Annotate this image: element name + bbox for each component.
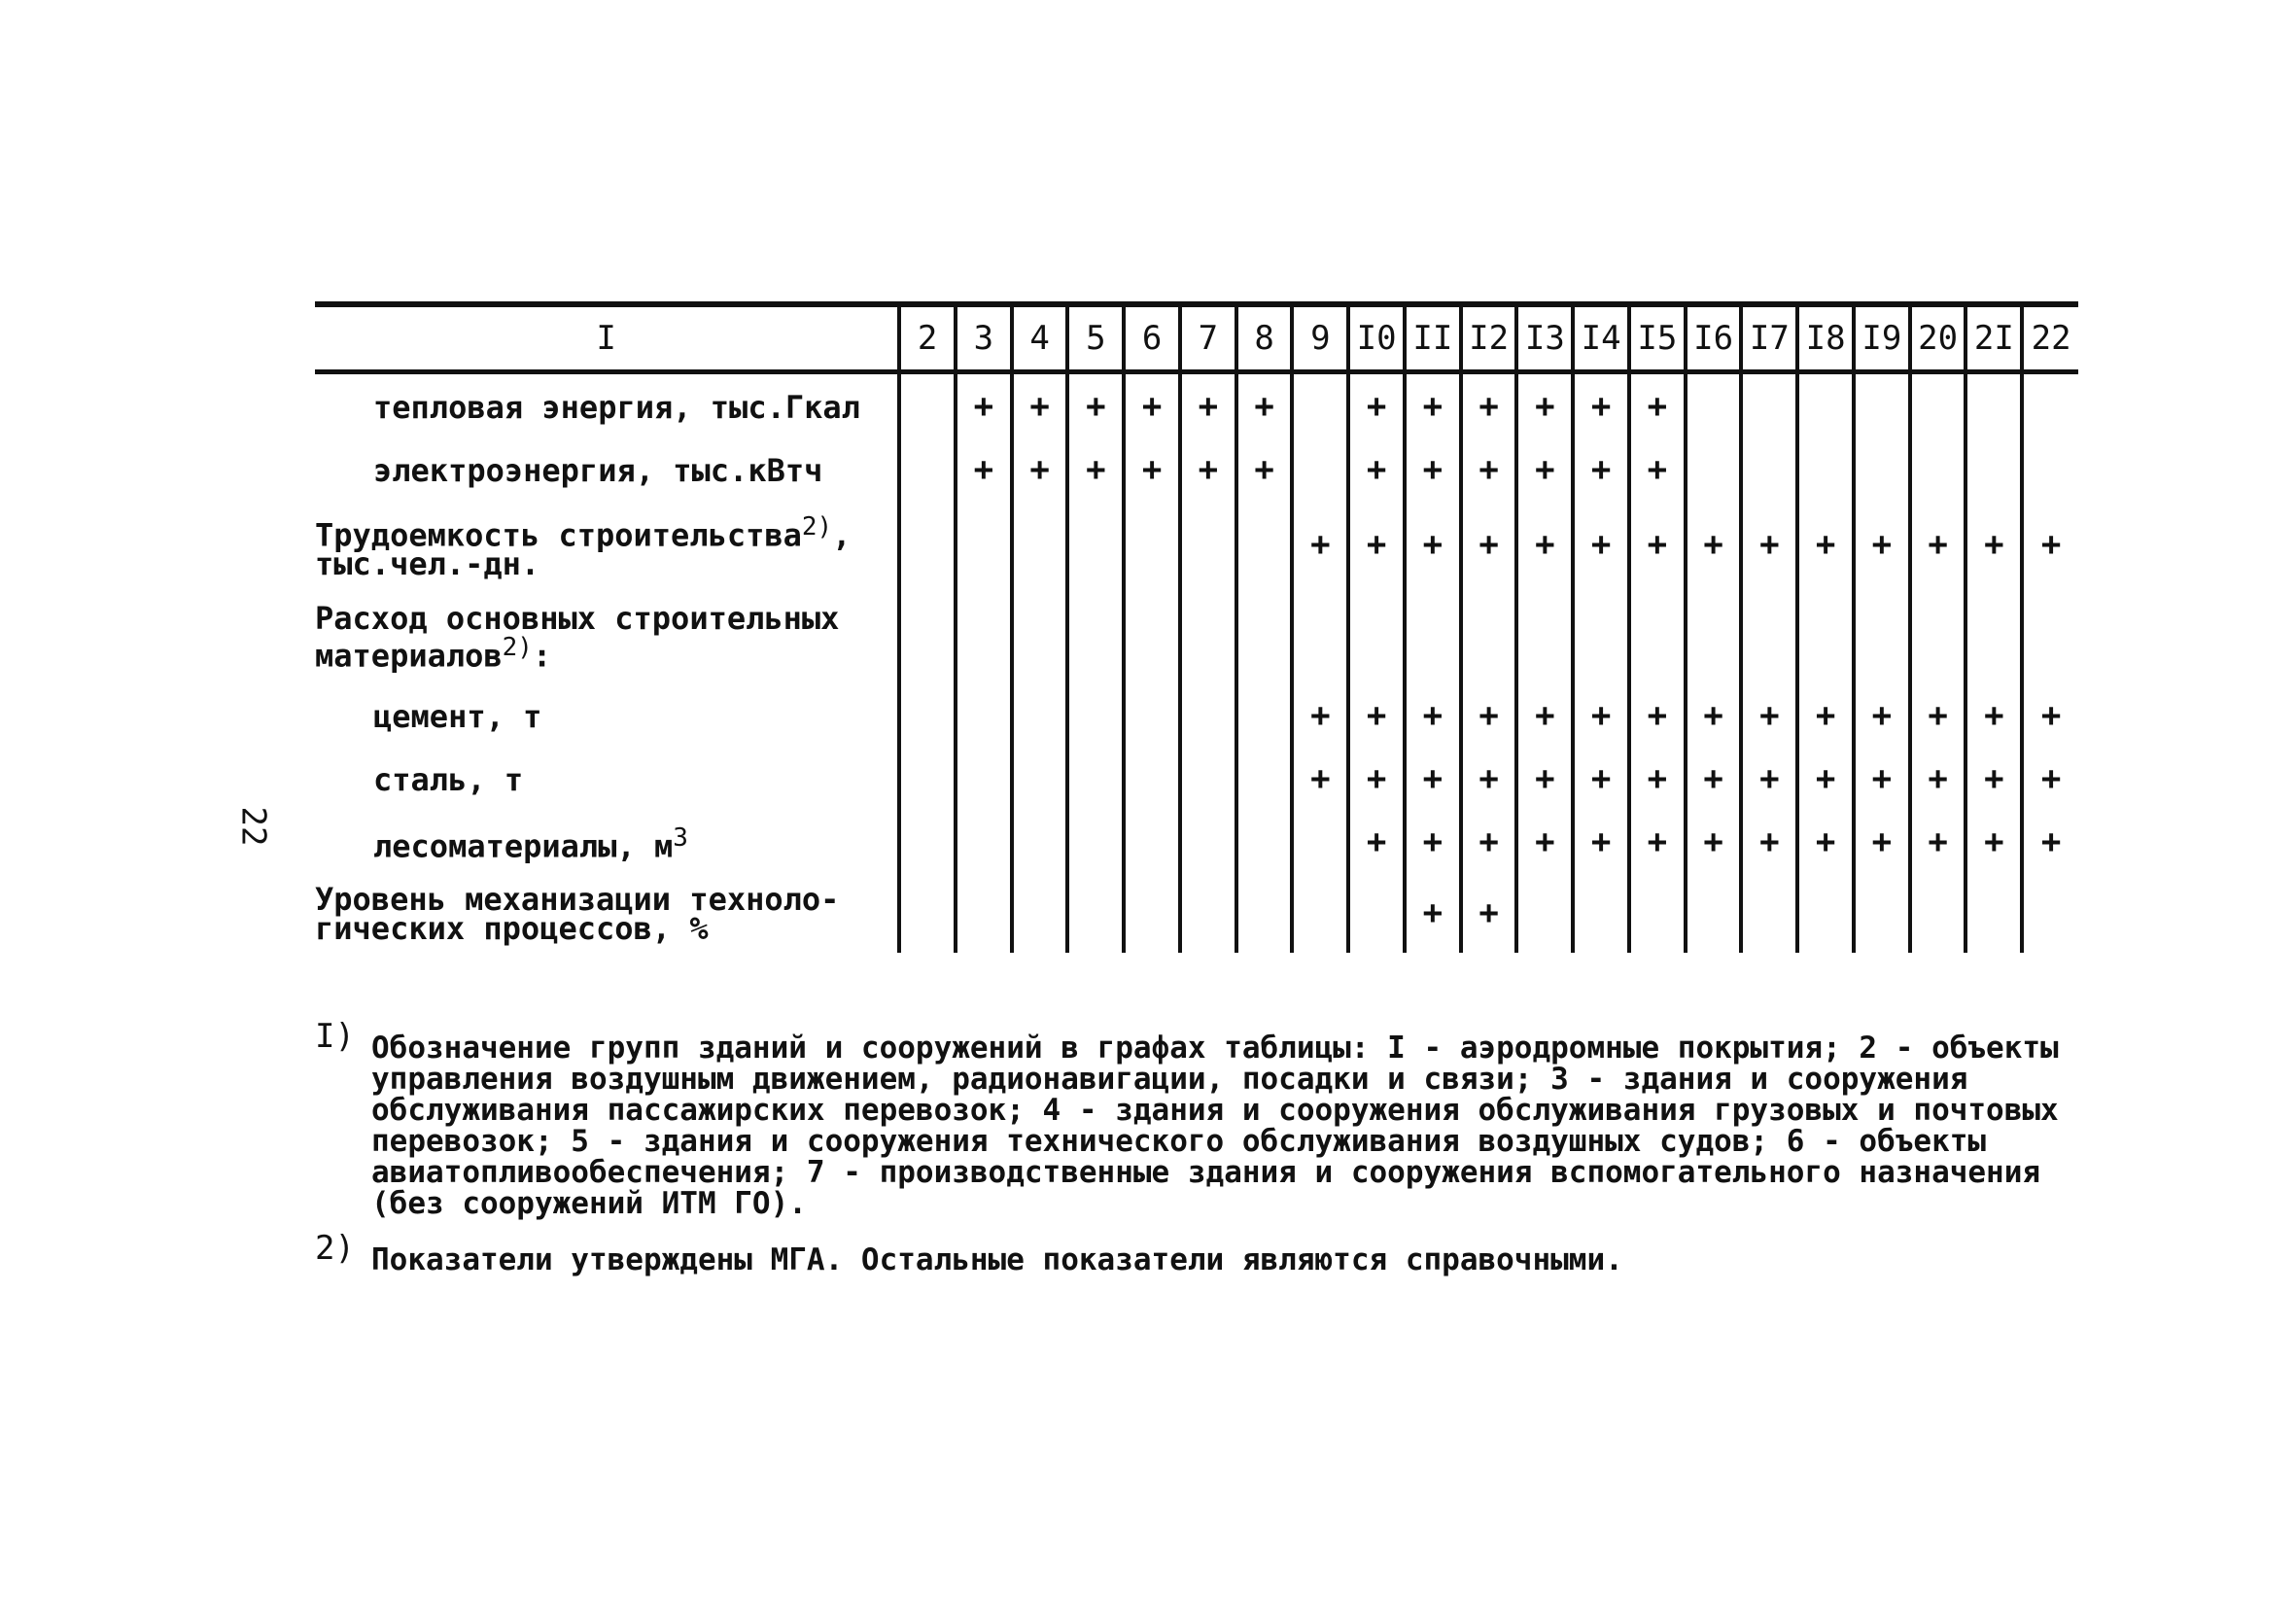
table-cell-group-19 — [1854, 588, 1910, 683]
table-cell-group-13: + — [1516, 683, 1573, 747]
footnote-1-mark: I) — [315, 1017, 355, 1056]
table-cell-group-22 — [2022, 588, 2078, 683]
table-cell-group-10: + — [1348, 437, 1405, 501]
header-cell-group-13: I3 — [1516, 304, 1573, 372]
row-label-footnote-ref: 2) — [502, 632, 533, 662]
table-cell-group-19 — [1854, 372, 1910, 438]
table-cell-group-4: + — [1012, 372, 1068, 438]
table-cell-group-8 — [1236, 873, 1293, 953]
table-cell-group-14 — [1573, 873, 1629, 953]
table-cell-group-20 — [1910, 588, 1966, 683]
page-number: 22 — [233, 806, 273, 847]
table-cell-group-11: + — [1405, 747, 1461, 810]
header-cell-group-9: 9 — [1292, 304, 1348, 372]
row-label-text: Трудоемкость строительства — [315, 516, 802, 554]
row-label-text: Расход основных строительных материалов — [315, 599, 840, 675]
table-cell-group-7: + — [1180, 437, 1236, 501]
row-label — [315, 372, 899, 438]
table-cell-group-21 — [1966, 372, 2022, 438]
row-label-text: тепловая энергия, тыс.Гкал — [373, 388, 860, 426]
header-cell-group-15: I5 — [1629, 304, 1686, 372]
table-cell-group-17: + — [1741, 747, 1797, 810]
indicators-table-wrapper — [315, 301, 2078, 953]
table-cell-group-5: + — [1067, 437, 1124, 501]
table-cell-group-20 — [1910, 372, 1966, 438]
table-cell-group-11: + — [1405, 372, 1461, 438]
table-cell-group-3 — [956, 683, 1012, 747]
table-cell-group-3: + — [956, 372, 1012, 438]
table-cell-group-14: + — [1573, 372, 1629, 438]
table-cell-group-19 — [1854, 873, 1910, 953]
table-cell-group-6: + — [1124, 437, 1180, 501]
table-cell-group-9 — [1292, 437, 1348, 501]
table-cell-group-4: + — [1012, 437, 1068, 501]
table-cell-group-7 — [1180, 501, 1236, 588]
table-cell-group-9: + — [1292, 747, 1348, 810]
table-cell-group-2 — [899, 588, 956, 683]
header-cell-group-4: 4 — [1012, 304, 1068, 372]
table-cell-group-12: + — [1461, 810, 1517, 873]
table-cell-group-19 — [1854, 437, 1910, 501]
table-cell-group-15: + — [1629, 372, 1686, 438]
table-cell-group-7 — [1180, 747, 1236, 810]
table-cell-group-20: + — [1910, 683, 1966, 747]
row-label — [315, 683, 899, 747]
row-label-tail: : — [532, 637, 552, 675]
table-cell-group-21: + — [1966, 747, 2022, 810]
header-cell-group-11: II — [1405, 304, 1461, 372]
table-cell-group-10: + — [1348, 372, 1405, 438]
header-cell-group-22: 22 — [2022, 304, 2078, 372]
table-cell-group-2 — [899, 810, 956, 873]
table-cell-group-6 — [1124, 683, 1180, 747]
header-cell-group-7: 7 — [1180, 304, 1236, 372]
table-cell-group-8: + — [1236, 372, 1293, 438]
row-label-text: цемент, т — [373, 697, 542, 735]
table-cell-group-16: + — [1686, 810, 1742, 873]
header-cell-group-10: I0 — [1348, 304, 1405, 372]
table-cell-group-6 — [1124, 588, 1180, 683]
row-label-footnote-ref: 2) — [801, 511, 833, 542]
table-row — [315, 501, 2078, 588]
table-cell-group-3 — [956, 873, 1012, 953]
table-cell-group-6 — [1124, 810, 1180, 873]
table-cell-group-9 — [1292, 873, 1348, 953]
table-cell-group-8 — [1236, 683, 1293, 747]
header-cell-group-14: I4 — [1573, 304, 1629, 372]
table-cell-group-14: + — [1573, 437, 1629, 501]
indicators-table — [315, 301, 2078, 953]
table-cell-group-14: + — [1573, 683, 1629, 747]
table-cell-group-21: + — [1966, 501, 2022, 588]
table-cell-group-16 — [1686, 588, 1742, 683]
table-row — [315, 683, 2078, 747]
table-cell-group-19: + — [1854, 810, 1910, 873]
table-cell-group-16: + — [1686, 747, 1742, 810]
table-cell-group-8: + — [1236, 437, 1293, 501]
table-cell-group-12 — [1461, 588, 1517, 683]
footnote-1 — [315, 1017, 2084, 1221]
table-cell-group-3: + — [956, 437, 1012, 501]
table-cell-group-14: + — [1573, 501, 1629, 588]
table-cell-group-7 — [1180, 683, 1236, 747]
table-cell-group-9 — [1292, 810, 1348, 873]
table-cell-group-18 — [1797, 873, 1854, 953]
table-cell-group-12: + — [1461, 437, 1517, 501]
table-cell-group-7 — [1180, 810, 1236, 873]
table-cell-group-2 — [899, 683, 956, 747]
table-row — [315, 810, 2078, 873]
footnote-1-text: Обозначение групп зданий и сооружений в графах таблицы: I - аэродромные покрытия; 2 - объекты управления воздушным движением, радионавигации, посадки и связи; 3 - здания и сооружения обслуживания пассажирских перевозок; 4 - здания и сооружения обслуживания грузовых и почтовых перевозок; 5 - здания и сооружения технического обслуживания воздушных судов; 6 - объекты авиатопливообеспечения; 7 - производственные здания и сооружения вспомогательного назначения (без сооружений ИТМ ГО). — [371, 1031, 2059, 1221]
table-cell-group-22: + — [2022, 810, 2078, 873]
table-cell-group-21: + — [1966, 683, 2022, 747]
table-cell-group-8 — [1236, 810, 1293, 873]
row-label-text: лесоматериалы, м — [373, 827, 674, 865]
table-cell-group-20 — [1910, 873, 1966, 953]
header-cell-group-6: 6 — [1124, 304, 1180, 372]
header-cell-group-17: I7 — [1741, 304, 1797, 372]
table-cell-group-2 — [899, 747, 956, 810]
table-cell-group-3 — [956, 501, 1012, 588]
table-cell-group-22: + — [2022, 747, 2078, 810]
row-label-tail: , тыс.чел.-дн. — [315, 516, 852, 583]
row-label-text: электроэнергия, тыс.кВтч — [373, 451, 823, 489]
table-cell-group-21 — [1966, 588, 2022, 683]
table-cell-group-17 — [1741, 588, 1797, 683]
table-cell-group-14: + — [1573, 747, 1629, 810]
header-cell-group-21: 2I — [1966, 304, 2022, 372]
table-cell-group-17 — [1741, 437, 1797, 501]
footnote-2 — [315, 1229, 2084, 1277]
table-cell-group-4 — [1012, 588, 1068, 683]
table-cell-group-17: + — [1741, 810, 1797, 873]
table-header-row — [315, 304, 2078, 372]
header-cell-group-8: 8 — [1236, 304, 1293, 372]
table-cell-group-10: + — [1348, 747, 1405, 810]
table-cell-group-16: + — [1686, 683, 1742, 747]
table-cell-group-20: + — [1910, 747, 1966, 810]
table-cell-group-2 — [899, 372, 956, 438]
table-cell-group-21 — [1966, 437, 2022, 501]
table-cell-group-17: + — [1741, 501, 1797, 588]
table-cell-group-8 — [1236, 747, 1293, 810]
table-cell-group-22 — [2022, 372, 2078, 438]
table-cell-group-6 — [1124, 501, 1180, 588]
table-cell-group-2 — [899, 501, 956, 588]
table-cell-group-15 — [1629, 873, 1686, 953]
table-cell-group-9: + — [1292, 501, 1348, 588]
table-cell-group-17 — [1741, 873, 1797, 953]
table-cell-group-16 — [1686, 437, 1742, 501]
footnote-2-text: Показатели утверждены МГА. Остальные показатели являются справочными. — [371, 1242, 1623, 1277]
table-cell-group-15: + — [1629, 810, 1686, 873]
table-cell-group-7: + — [1180, 372, 1236, 438]
table-cell-group-4 — [1012, 683, 1068, 747]
table-cell-group-2 — [899, 873, 956, 953]
header-cell-group-12: I2 — [1461, 304, 1517, 372]
table-cell-group-6 — [1124, 873, 1180, 953]
table-body — [315, 372, 2078, 954]
table-cell-group-5 — [1067, 501, 1124, 588]
table-cell-group-15: + — [1629, 747, 1686, 810]
table-cell-group-12: + — [1461, 683, 1517, 747]
table-cell-group-19: + — [1854, 747, 1910, 810]
table-cell-group-18 — [1797, 588, 1854, 683]
header-cell-group-18: I8 — [1797, 304, 1854, 372]
table-cell-group-5 — [1067, 747, 1124, 810]
table-cell-group-20: + — [1910, 810, 1966, 873]
row-label-text: сталь, т — [373, 760, 524, 798]
table-cell-group-13 — [1516, 873, 1573, 953]
row-label — [315, 810, 899, 873]
header-cell-group-3: 3 — [956, 304, 1012, 372]
table-cell-group-10 — [1348, 588, 1405, 683]
table-cell-group-16 — [1686, 873, 1742, 953]
table-cell-group-18: + — [1797, 683, 1854, 747]
table-cell-group-15: + — [1629, 437, 1686, 501]
table-cell-group-22: + — [2022, 501, 2078, 588]
table-cell-group-19: + — [1854, 683, 1910, 747]
table-cell-group-21: + — [1966, 810, 2022, 873]
table-cell-group-7 — [1180, 588, 1236, 683]
table-cell-group-4 — [1012, 810, 1068, 873]
table-cell-group-9: + — [1292, 683, 1348, 747]
table-cell-group-5 — [1067, 588, 1124, 683]
table-cell-group-12: + — [1461, 372, 1517, 438]
table-cell-group-12: + — [1461, 873, 1517, 953]
table-cell-group-12: + — [1461, 501, 1517, 588]
table-cell-group-16 — [1686, 372, 1742, 438]
table-cell-group-22: + — [2022, 683, 2078, 747]
table-cell-group-13: + — [1516, 747, 1573, 810]
table-cell-group-4 — [1012, 873, 1068, 953]
table-cell-group-2 — [899, 437, 956, 501]
table-cell-group-18: + — [1797, 501, 1854, 588]
row-label — [315, 588, 899, 683]
table-cell-group-14 — [1573, 588, 1629, 683]
table-cell-group-11 — [1405, 588, 1461, 683]
table-cell-group-19: + — [1854, 501, 1910, 588]
table-cell-group-10: + — [1348, 810, 1405, 873]
table-cell-group-17: + — [1741, 683, 1797, 747]
table-cell-group-18 — [1797, 372, 1854, 438]
table-row — [315, 372, 2078, 438]
table-cell-group-4 — [1012, 747, 1068, 810]
row-label — [315, 873, 899, 953]
table-cell-group-13 — [1516, 588, 1573, 683]
header-cell-group-1: I — [315, 304, 899, 372]
table-cell-group-9 — [1292, 588, 1348, 683]
footnotes — [315, 1017, 2084, 1301]
table-cell-group-13: + — [1516, 372, 1573, 438]
header-cell-group-2: 2 — [899, 304, 956, 372]
header-cell-group-5: 5 — [1067, 304, 1124, 372]
table-cell-group-3 — [956, 810, 1012, 873]
row-label — [315, 747, 899, 810]
table-cell-group-21 — [1966, 873, 2022, 953]
row-label — [315, 501, 899, 588]
table-cell-group-20: + — [1910, 501, 1966, 588]
table-cell-group-10 — [1348, 873, 1405, 953]
footnote-2-mark: 2) — [315, 1229, 355, 1268]
table-row — [315, 437, 2078, 501]
table-cell-group-20 — [1910, 437, 1966, 501]
table-cell-group-3 — [956, 747, 1012, 810]
table-cell-group-11: + — [1405, 873, 1461, 953]
table-cell-group-6: + — [1124, 372, 1180, 438]
table-cell-group-3 — [956, 588, 1012, 683]
table-cell-group-6 — [1124, 747, 1180, 810]
table-cell-group-16: + — [1686, 501, 1742, 588]
table-cell-group-4 — [1012, 501, 1068, 588]
row-label-footnote-ref: 3 — [673, 823, 688, 854]
table-cell-group-17 — [1741, 372, 1797, 438]
table-cell-group-18: + — [1797, 747, 1854, 810]
table-cell-group-22 — [2022, 437, 2078, 501]
table-cell-group-13: + — [1516, 501, 1573, 588]
table-cell-group-18: + — [1797, 810, 1854, 873]
table-cell-group-14: + — [1573, 810, 1629, 873]
table-cell-group-11: + — [1405, 810, 1461, 873]
table-cell-group-5: + — [1067, 372, 1124, 438]
table-cell-group-5 — [1067, 683, 1124, 747]
table-cell-group-15: + — [1629, 683, 1686, 747]
table-cell-group-18 — [1797, 437, 1854, 501]
row-label-text: Уровень механизации техноло- гических процессов, % — [315, 881, 840, 947]
row-label — [315, 437, 899, 501]
header-cell-group-19: I9 — [1854, 304, 1910, 372]
table-cell-group-12: + — [1461, 747, 1517, 810]
table-cell-group-11: + — [1405, 437, 1461, 501]
header-cell-group-16: I6 — [1686, 304, 1742, 372]
table-cell-group-8 — [1236, 588, 1293, 683]
table-cell-group-7 — [1180, 873, 1236, 953]
table-row — [315, 588, 2078, 683]
table-cell-group-5 — [1067, 810, 1124, 873]
table-cell-group-11: + — [1405, 683, 1461, 747]
table-cell-group-13: + — [1516, 437, 1573, 501]
table-cell-group-13: + — [1516, 810, 1573, 873]
table-cell-group-15 — [1629, 588, 1686, 683]
table-cell-group-5 — [1067, 873, 1124, 953]
header-cell-group-20: 20 — [1910, 304, 1966, 372]
table-cell-group-11: + — [1405, 501, 1461, 588]
table-cell-group-10: + — [1348, 501, 1405, 588]
table-cell-group-10: + — [1348, 683, 1405, 747]
table-cell-group-8 — [1236, 501, 1293, 588]
table-cell-group-22 — [2022, 873, 2078, 953]
table-cell-group-9 — [1292, 372, 1348, 438]
table-row — [315, 873, 2078, 953]
table-row — [315, 747, 2078, 810]
table-cell-group-15: + — [1629, 501, 1686, 588]
